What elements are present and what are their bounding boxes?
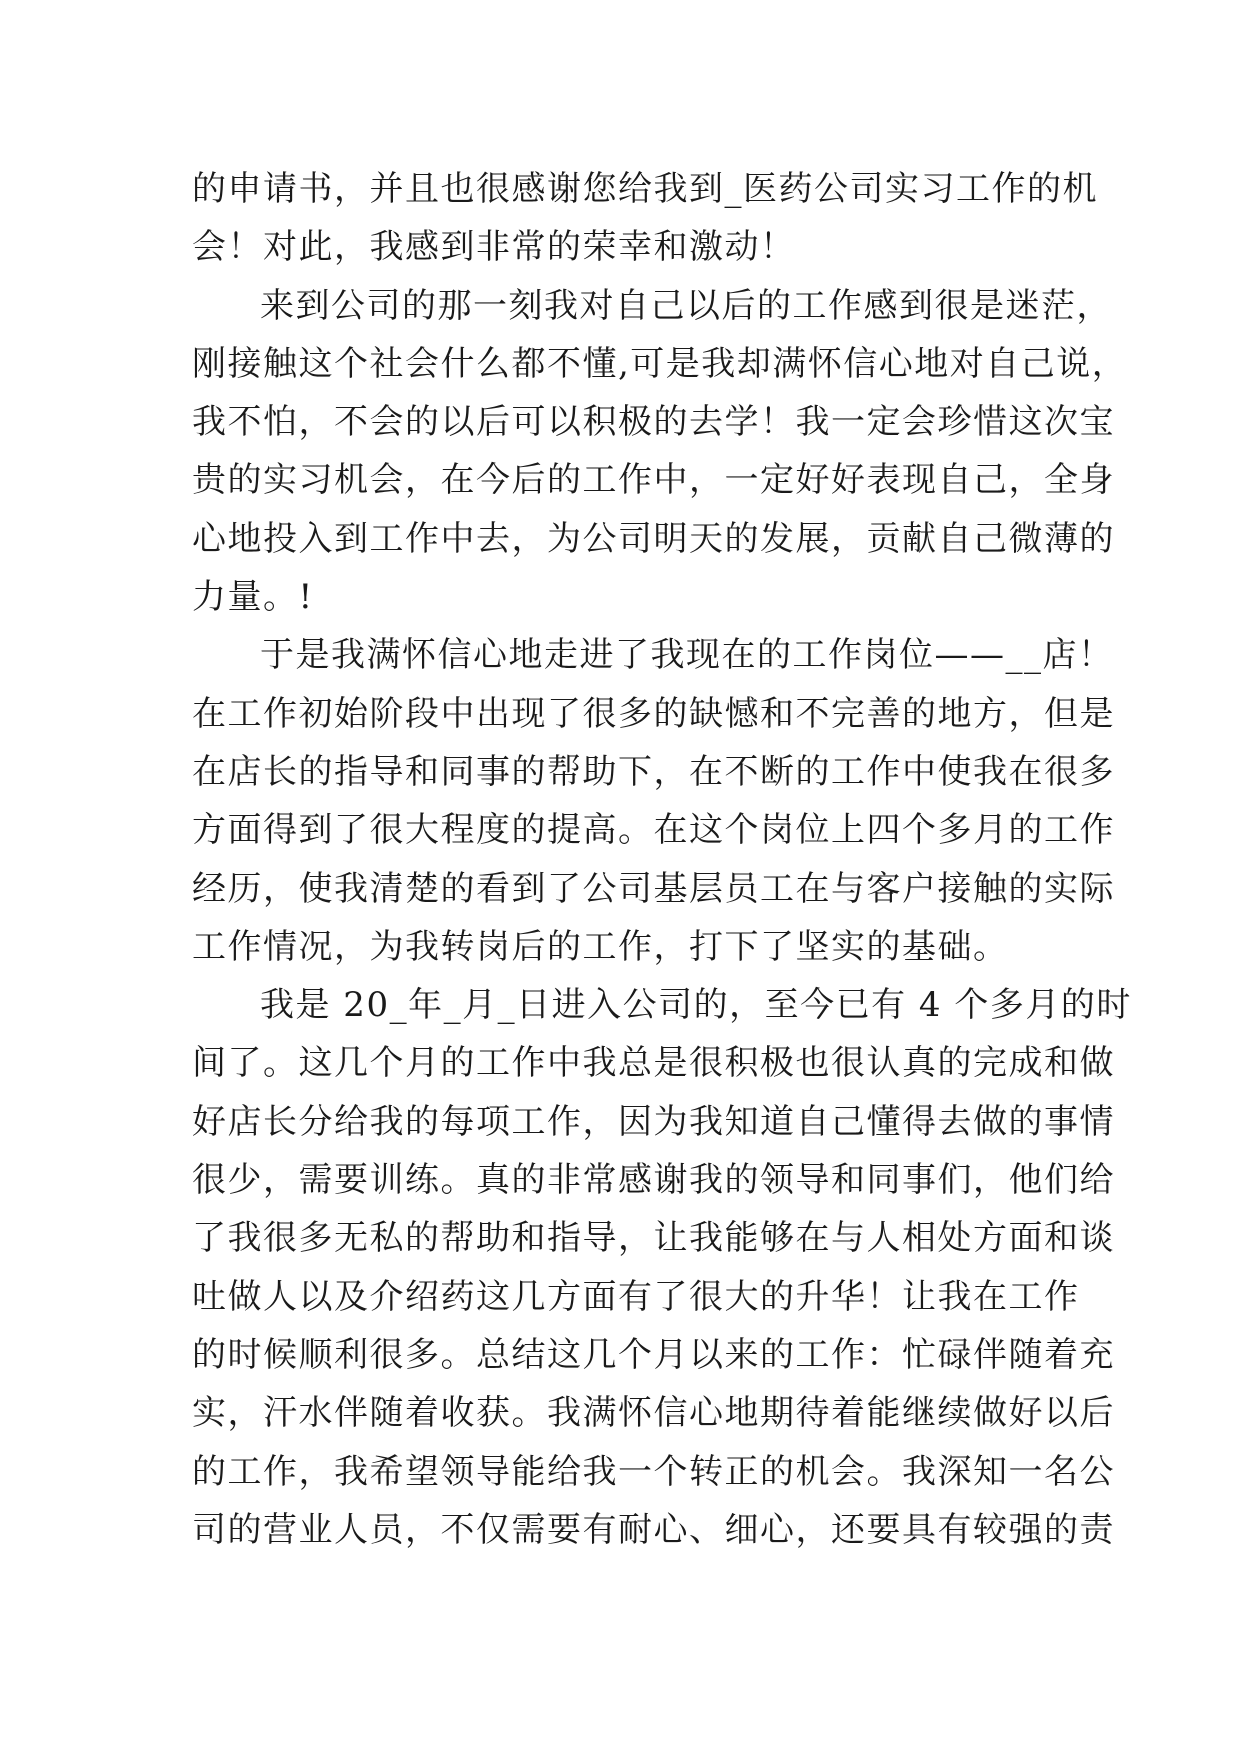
text-line: 刚接触这个社会什么都不懂,可是我却满怀信心地对自己说， — [192, 343, 1128, 384]
text-line: 实，汗水伴随着收获。我满怀信心地期待着能继续做好以后 — [192, 1393, 1115, 1434]
text-line: 间了。这几个月的工作中我总是很积极也很认真的完成和做 — [192, 1043, 1115, 1084]
text-line: 方面得到了很大程度的提高。在这个岗位上四个多月的工作 — [192, 810, 1115, 851]
text-line: 在店长的指导和同事的帮助下，在不断的工作中使我在很多 — [192, 751, 1115, 792]
text-line: 了我很多无私的帮助和指导，让我能够在与人相处方面和谈 — [192, 1218, 1115, 1259]
text-line: 心地投入到工作中去，为公司明天的发展，贡献自己微薄的 — [192, 518, 1115, 559]
paragraph-start-line: 来到公司的那一刻我对自己以后的工作感到很是迷茫， — [260, 285, 1112, 326]
paragraph-start-line: 我是 20_年_月_日进入公司的，至今已有 4 个多月的时 — [260, 985, 1132, 1026]
text-line: 很少，需要训练。真的非常感谢我的领导和同事们，他们给 — [192, 1160, 1115, 1201]
text-line: 的工作，我希望领导能给我一个转正的机会。我深知一名公 — [192, 1451, 1115, 1492]
document-body — [192, 160, 1132, 1559]
text-line: 力量。! — [192, 577, 314, 618]
text-line: 的时候顺利很多。总结这几个月以来的工作：忙碌伴随着充 — [192, 1334, 1115, 1375]
text-line: 贵的实习机会，在今后的工作中，一定好好表现自己，全身 — [192, 460, 1115, 501]
text-line: 我不怕，不会的以后可以积极的去学！我一定会珍惜这次宝 — [192, 402, 1115, 443]
text-line: 会！对此，我感到非常的荣幸和激动！ — [192, 227, 796, 268]
text-line: 在工作初始阶段中出现了很多的缺憾和不完善的地方，但是 — [192, 693, 1115, 734]
text-line: 工作情况，为我转岗后的工作，打下了坚实的基础。 — [192, 926, 1009, 967]
text-line: 经历，使我清楚的看到了公司基层员工在与客户接触的实际 — [192, 868, 1115, 909]
text-line: 吐做人以及介绍药这几方面有了很大的升华！让我在工作 — [192, 1276, 1080, 1317]
paragraph-start-line: 于是我满怀信心地走进了我现在的工作岗位——__店！ — [260, 635, 1114, 676]
text-line: 好店长分给我的每项工作，因为我知道自己懂得去做的事情 — [192, 1101, 1115, 1142]
text-line: 的申请书，并且也很感谢您给我到_医药公司实习工作的机 — [192, 169, 1098, 209]
text-line: 司的营业人员，不仅需要有耐心、细心，还要具有较强的责 — [192, 1509, 1115, 1550]
